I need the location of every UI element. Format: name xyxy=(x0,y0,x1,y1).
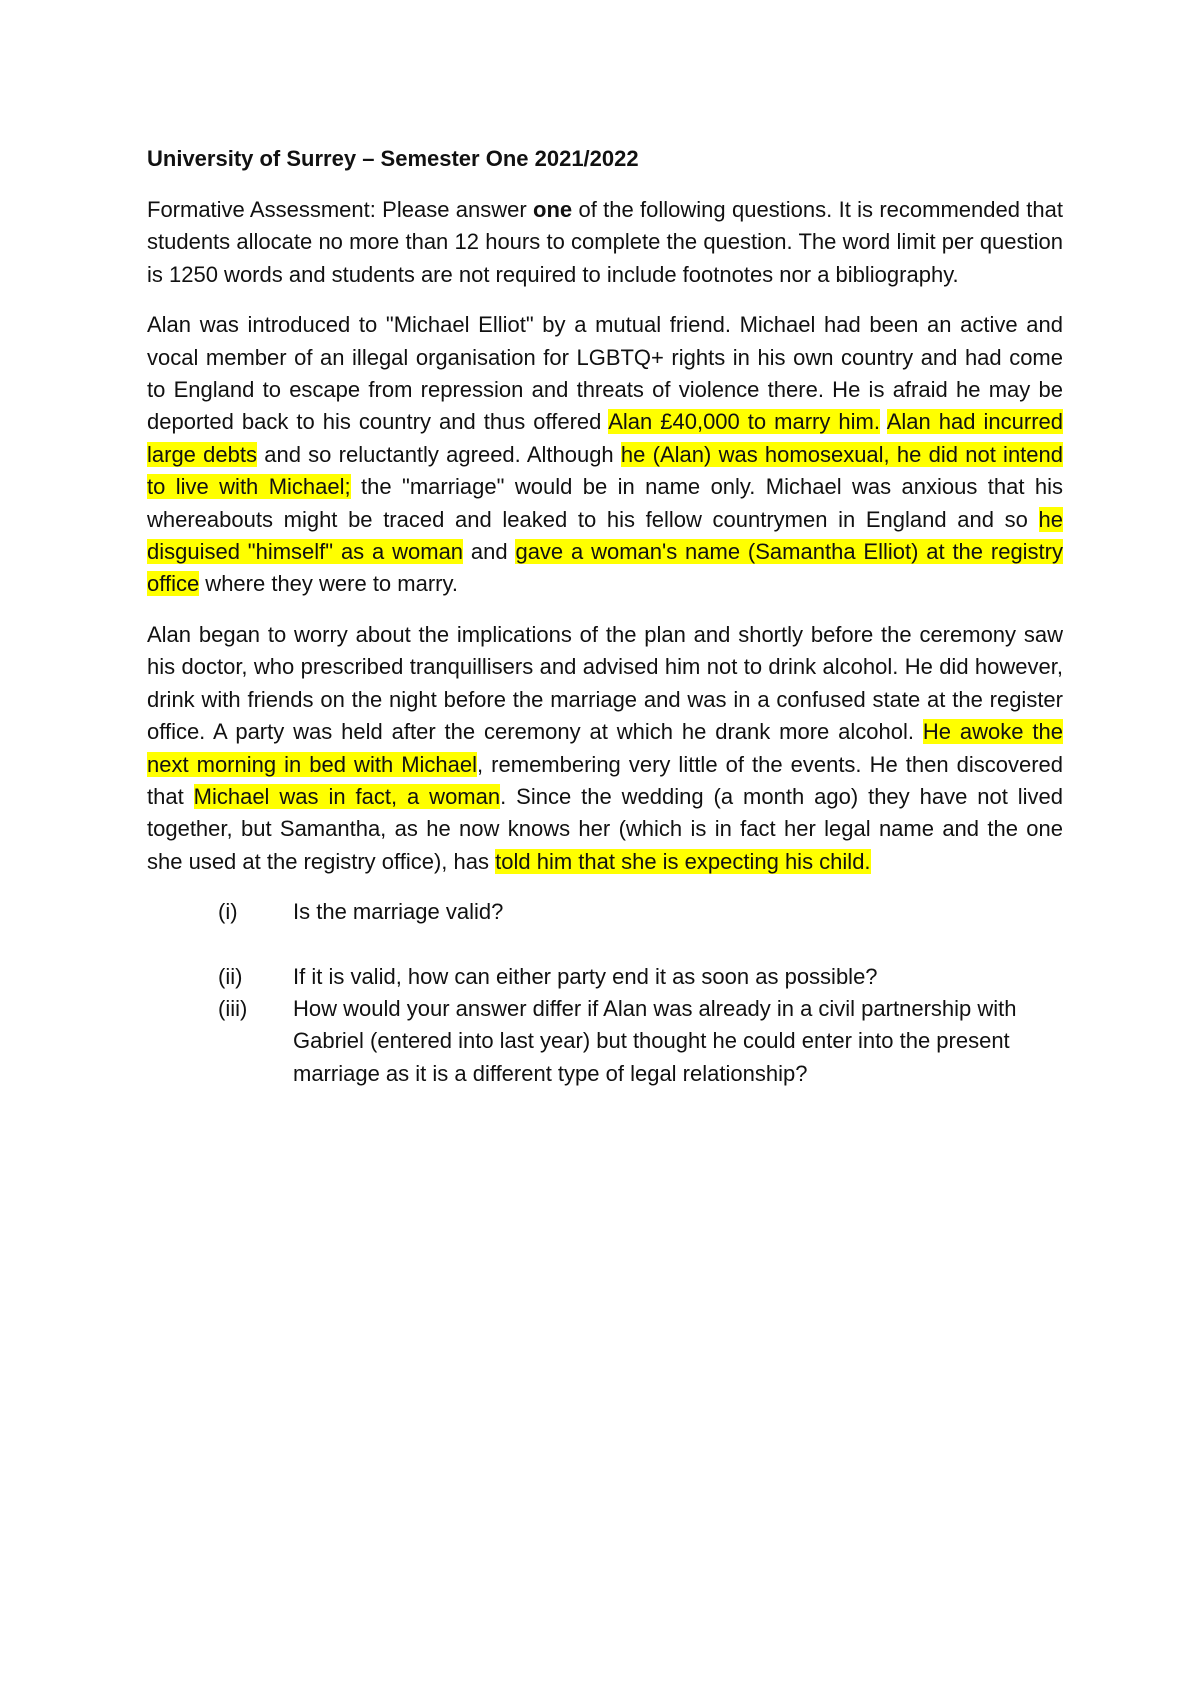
highlighted-text: He awoke the next morning in bed with Michael xyxy=(147,719,1063,777)
instructions-paragraph xyxy=(147,194,1063,291)
question-number: (ii) xyxy=(218,963,243,989)
highlighted-text: Alan had incurred large debts xyxy=(147,409,1063,467)
highlighted-text: Michael was in fact, a woman xyxy=(193,783,501,809)
question-text: Is the marriage valid? xyxy=(293,899,504,925)
scenario-text: Alan began to worry about the implications of the plan and shortly before the ceremony saw his doctor, who prescribed tranquillisers and advised him not to drink alcohol. He did however, drink with friends on the night before the marriage and was in a confused state at the register office. A party was held after the ceremony at which he drank more alcohol. xyxy=(147,621,1063,745)
question-text: How would your answer differ if Alan was already in a civil partnership with Gabriel (entered into last year) but thought he could enter into the present marriage as it is a different type of legal relationship? xyxy=(293,995,1017,1086)
highlighted-text: told him that she is expecting his child. xyxy=(495,848,871,874)
document-page xyxy=(147,142,1063,1090)
scenario-text: , remembering very little of the events. He then discovered that xyxy=(147,751,1063,809)
question-number: (iii) xyxy=(218,995,248,1021)
highlighted-text: he (Alan) was homosexual, he did not intend to live with Michael; xyxy=(147,441,1064,500)
scenario-paragraph-2 xyxy=(147,619,1063,878)
scenario-text: the "marriage" would be in name only. Michael was anxious that his whereabouts might be traced and leaked to his fellow countrymen in England and so xyxy=(147,474,1063,532)
question-list xyxy=(147,896,1063,1090)
highlighted-text: he disguised "himself" as a woman xyxy=(147,506,1063,565)
question-text: If it is valid, how can either party end it as soon as possible? xyxy=(293,963,878,989)
scenario-text: . Since the wedding (a month ago) they have not lived together, but Samantha, as he now knows her (which is in fact her legal name and the one she used at the registry office), has xyxy=(147,783,1064,874)
scenario-text xyxy=(880,409,887,434)
instructions-emphasis: one xyxy=(533,197,573,222)
scenario-paragraph-1 xyxy=(147,309,1063,601)
scenario-text: and xyxy=(463,539,516,565)
scenario-text: Alan was introduced to "Michael Elliot" by a mutual friend. Michael had been an active and vocal member of an illegal organisation for LGBTQ+ rights in his own country and had come to England to escape from repression and threats of violence there. He is afraid he may be deported back to his country and thus offered xyxy=(147,312,1063,435)
question-number: (i) xyxy=(218,899,238,925)
question-item xyxy=(147,993,1063,1090)
instructions-text: of the following questions. It is recommended that students allocate no more than 12 hours to complete the question. The word limit per question is 1250 words and students are not required to include footnotes nor a bibliography. xyxy=(147,197,1064,287)
scenario-text: and so reluctantly agreed. Although xyxy=(256,441,621,467)
document-title: University of Surrey – Semester One 2021/2022 xyxy=(147,146,639,171)
scenario-text: where they were to marry. xyxy=(199,571,458,597)
question-item xyxy=(147,896,1063,928)
question-item xyxy=(147,961,1063,993)
highlighted-text: Alan £40,000 to marry him. xyxy=(608,409,880,435)
instructions-text: Formative Assessment: Please answer xyxy=(147,197,534,222)
highlighted-text: gave a woman's name (Samantha Elliot) at the registry office xyxy=(147,539,1063,597)
